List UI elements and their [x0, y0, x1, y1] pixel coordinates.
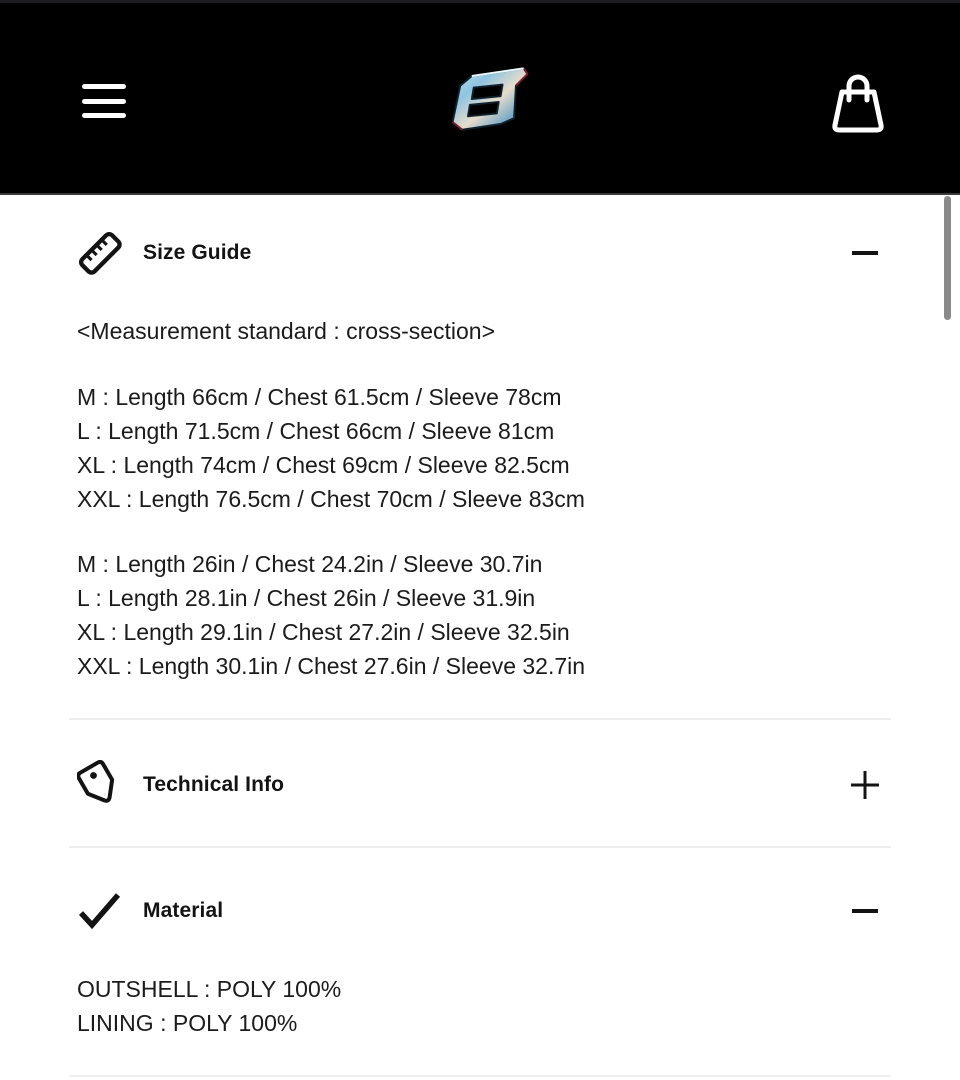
section-divider [69, 1075, 891, 1077]
size-row-cm: XL : Length 74cm / Chest 69cm / Sleeve 82.5cm [77, 452, 570, 478]
hamburger-menu-icon[interactable] [82, 84, 126, 118]
size-row-cm: XXL : Length 76.5cm / Chest 70cm / Sleeve 83cm [77, 486, 585, 512]
material-section-header[interactable] [77, 885, 883, 937]
hamburger-bar [82, 99, 126, 104]
cart-button[interactable] [824, 66, 892, 136]
size-row-in: XL : Length 29.1in / Chest 27.2in / Sleeve 32.5in [77, 619, 570, 645]
size-guide-title: Size Guide [143, 241, 252, 264]
size-row-cm: M : Length 66cm / Chest 61.5cm / Sleeve 78cm [77, 384, 562, 410]
brand-logo[interactable] [443, 62, 539, 138]
ruler-icon [77, 230, 123, 276]
size-row-in: XXL : Length 30.1in / Chest 27.6in / Sleeve 32.7in [77, 653, 586, 679]
size-guide-section-header[interactable] [77, 228, 883, 278]
size-row-cm: L : Length 71.5cm / Chest 66cm / Sleeve 81cm [77, 418, 555, 444]
technical-info-title: Technical Info [143, 773, 285, 796]
size-row-in: L : Length 28.1in / Chest 26in / Sleeve 31.9in [77, 585, 536, 611]
size-row-in: M : Length 26in / Chest 24.2in / Sleeve 30.7in [77, 551, 543, 577]
material-row: OUTSHELL : POLY 100% [77, 976, 342, 1002]
minus-icon[interactable] [849, 895, 881, 927]
size-list-inches [77, 547, 883, 683]
status-bar-strip [0, 0, 960, 3]
technical-info-section-header[interactable] [77, 759, 883, 811]
plus-icon[interactable] [849, 769, 881, 801]
hamburger-bar [82, 113, 126, 118]
check-icon [77, 888, 123, 934]
hamburger-bar [82, 84, 126, 89]
accordion-content [0, 197, 960, 1077]
section-divider [69, 718, 891, 720]
material-row: LINING : POLY 100% [77, 1010, 298, 1036]
shopping-bag-icon [828, 69, 888, 133]
app-header [0, 0, 960, 195]
minus-icon[interactable] [849, 237, 881, 269]
section-divider [69, 846, 891, 848]
measurement-standard-note: <Measurement standard : cross-section> [77, 318, 496, 344]
material-title: Material [143, 899, 224, 922]
tag-icon [77, 762, 123, 808]
material-list [77, 972, 883, 1040]
scrollbar-thumb[interactable] [944, 196, 951, 320]
size-list-cm [77, 380, 883, 516]
